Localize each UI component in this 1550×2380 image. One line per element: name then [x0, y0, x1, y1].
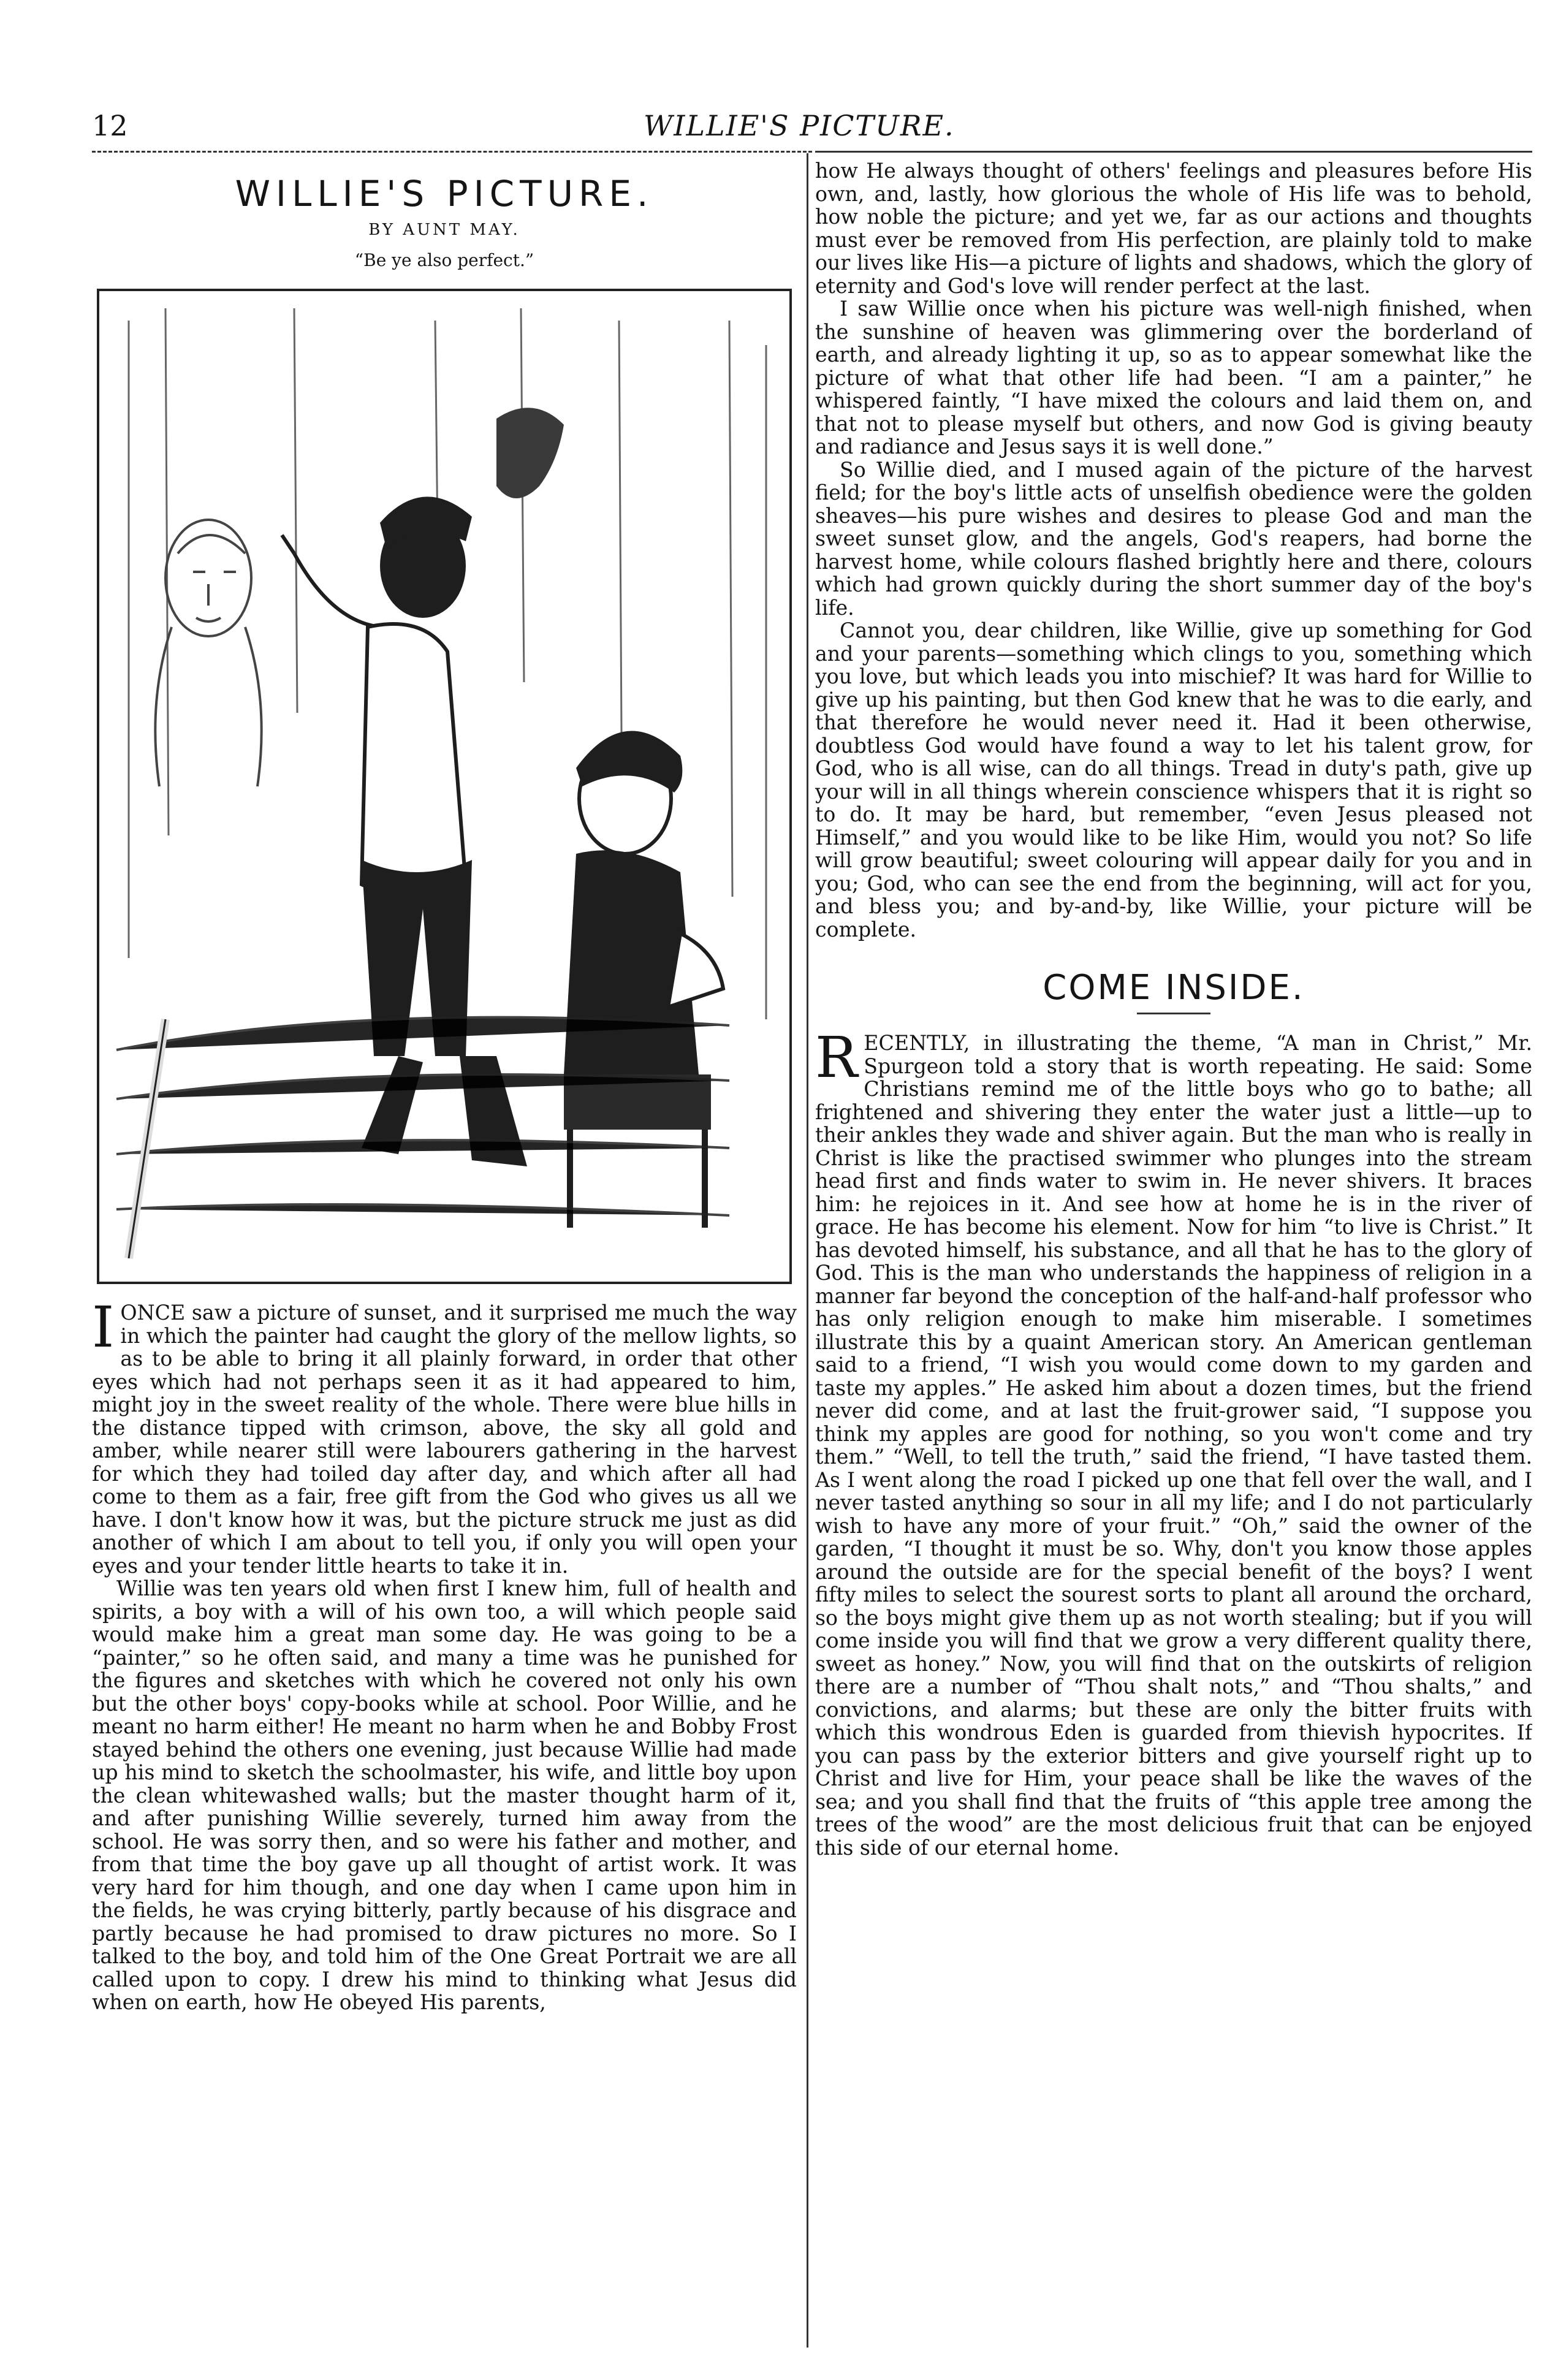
article1-paragraph-2: Willie was ten years old when first I knew him, full of health and spirits, a boy with a will of his own too, a will which people said would make him a great man some day. He was going to be a “painter,” so he often said, and many a time was he punished for the figures and sketches with which he covered not only his own but the other boys' copy-books while at school. Poor Willie, and he meant no harm either! He meant no harm when he and Bobby Frost stayed behind the others one evening, just because Willie had made up his mind to sketch the schoolmaster, his wife, and little boy upon the clean whitewashed walls; but the master thought harm of it, and after punishing Willie severely, turned him away from the school. He was sorry then, and so were his father and mother, and from that time the boy gave up all thought of artist work. It was very hard for him though, and one day when I came upon him in the fields, he was crying bitterly, partly because of his disgrace and partly because he had promised to draw pictures no more. So I talked to the boy, and told him of the One Great Portrait we are all called upon to copy. I drew his mind to thinking what Jesus did when on earth, how He obeyed His parents,	[92, 1576, 797, 2014]
article-byline: BY AUNT MAY.	[368, 221, 520, 239]
running-title: WILLIE'S PICTURE.	[644, 109, 955, 142]
article1-paragraph-5: So Willie died, and I mused again of the picture of the harvest field; for the boy's little acts of unselfish obedience were the golden sheaves—his pure wishes and desires to please God and man the sweet sunset glow, and the angels, God's reapers, had borne the harvest home, while colours flashed brightly here and there, colours which had grown quickly during the short summer day of the boy's life.	[815, 457, 1532, 620]
left-column	[92, 159, 797, 2348]
article-title-come-inside: COME INSIDE.	[1043, 968, 1305, 1008]
title-rule	[1137, 1013, 1210, 1014]
article-epigraph: “Be ye also perfect.”	[354, 250, 534, 270]
article1-paragraph-1-text: ONCE saw a picture of sunset, and it surprised me much the way in which the painter had caught the glory of the mellow lights, so as to be able to bring it all plainly forward, in order that other eyes which had not perhaps seen it as it had appeared to him, might joy in the sweet reality of the whole. There were blue hills in the distance tipped with crimson, above, the sky all gold and amber, while nearer still were labourers gathering in the harvest for which they had toiled day after day, and which after all had come to them as a fair, free gift from the God who gives us all we have. I don't know how it was, but the picture struck me just as did another of which I am about to tell you, if only you will open your eyes and your tender little hearts to take it in.	[92, 1301, 797, 1578]
header-rule-right	[815, 151, 1532, 153]
right-column	[815, 159, 1532, 2348]
article1-paragraph-3: how He always thought of others' feelings and pleasures before His own, and, lastly, how glorious the whole of His life was to behold, how noble the picture; and yet we, far as our actions and thoughts must ever be removed from His perfection, are plainly told to make our lives like His—a picture of lights and shadows, which the glory of eternity and God's love will render perfect at the last.	[815, 159, 1532, 298]
article2-dropcap: R	[815, 1025, 858, 1090]
article1-paragraph-6: Cannot you, dear children, like Willie, give up something for God and your parents—something which clings to you, something which you love, but which leads you into mischief? It was hard for Willie to give up his painting, but then God knew that he was to die early, and that therefore he would never need it. Had it been otherwise, doubtless God would have found a way to let his talent grow, for God, who is all wise, can do all things. Tread in duty's path, give up your will in all things wherein conscience whispers that it is right so to do. It may be hard, but remember, “even Jesus pleased not Himself,” and you would like to be like Him, would you not? So life will grow beautiful; sweet colouring will appear daily for you and in you; God, who can see the end from the beginning, will act for you, and bless you; and by-and-by, like Willie, your picture will be complete.	[815, 618, 1532, 941]
article1-paragraph-1	[92, 1295, 797, 1578]
article1-paragraph-4: I saw Willie once when his picture was well-nigh finished, when the sunshine of heaven was glimmering over the borderland of earth, and already lighting it up, so as to appear somewhat like the picture of what that other life had been. “I am a painter,” he whispered faintly, “I have mixed the colours and laid them on, and that not to please myself but others, and now God is giving beauty and radiance and Jesus says it is well done.”	[815, 297, 1532, 458]
page-number: 12	[92, 109, 128, 142]
article-title-willies-picture: WILLIE'S PICTURE.	[235, 173, 654, 215]
engraving-boy-painting-icon	[92, 284, 797, 1289]
article2-paragraph-1-text: ECENTLY, in illustrating the theme, “A man in Christ,” Mr. Spurgeon told a story that is worth repeating. He said: Some Christians remind me of the little boys who go to bathe; all frightened and shivering they enter the water just a little—up to their ankles they wade and shiver again. But the man who is really in Christ is like the practised swimmer who plunges into the stream head first and finds water to swim in. He never shivers. It braces him: he rejoices in it. And see how at home he is in the river of grace. He has become his element. Now for him “to live is Christ.” It has devoted himself, his substance, and all that he has to the glory of God. This is the man who understands the happiness of religion in a manner far beyond the conception of the half-and-half professor who has only religion enough to make him miserable. I sometimes illustrate this by a quaint American story. An American gentleman said to a friend, “I wish you would come down to my garden and taste my apples.” He asked him about a dozen times, but the friend never did come, and at last the fruit-grower said, “I suppose you think my apples are good for nothing, so you won't come and try them.” “Well, to tell the truth,” said the friend, “I have tasted them. As I went along the road I picked up one that fell over the wall, and I never tasted anything so sour in all my life; and I do not particularly wish to have any more of your fruit.” “Oh,” said the owner of the garden, “I thought it must be so. Why, don't you know those apples around the outside are for the special benefit of the boys? I went fifty miles to select the sourest sorts to plant all around the orchard, so the boys might give them up as not worth stealing; but if you will come inside you will find that we grow a very different quality there, sweet as honey.” Now, you will find that on the outskirts of religion there are a number of “Thou shalt nots,” and “Thou shalts,” and convictions, and alarms; but these are only the bitter fruits with which this wondrous Eden is guarded from thievish hypocrites. If you can pass by the exterior bitters and give yourself right up to Christ and live for Him, your peace shall be like the waves of the sea; and you shall find that the fruits of “this apple tree among the trees of the wood” are the most delicious fruit that can be enjoyed this side of our eternal home.	[815, 1031, 1532, 1860]
header-rule-left	[92, 151, 812, 153]
article2-paragraph-1	[815, 1025, 1532, 1860]
running-head	[92, 109, 1544, 146]
column-divider	[807, 153, 808, 2348]
article1-dropcap: I	[92, 1295, 115, 1360]
